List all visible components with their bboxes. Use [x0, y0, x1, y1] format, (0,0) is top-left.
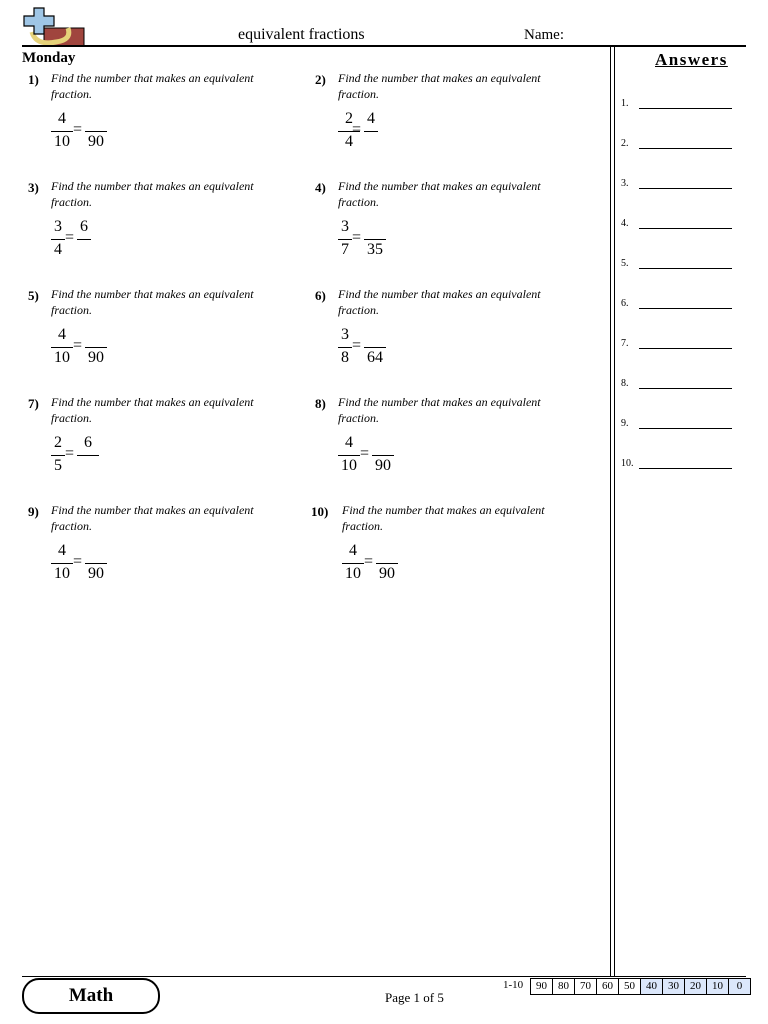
given-fraction	[338, 325, 352, 367]
denominator: 10	[345, 565, 361, 582]
target-fraction	[376, 541, 398, 583]
question-number: 9)	[28, 504, 39, 519]
day-label: Monday	[22, 50, 76, 66]
denominator: 35	[367, 241, 383, 258]
answer-slot-8	[621, 378, 733, 398]
name-label: Name:	[524, 27, 564, 43]
target-fraction	[364, 325, 386, 367]
denominator: 90	[88, 133, 104, 150]
target-fraction	[85, 325, 107, 367]
equation	[342, 541, 462, 583]
question-number: 1)	[28, 72, 39, 87]
denominator: 7	[341, 241, 349, 258]
question-number: 10)	[311, 504, 329, 519]
numerator: 4	[345, 434, 353, 451]
equation	[51, 217, 171, 259]
subject-badge: Math	[22, 978, 160, 1014]
score-cell: 30	[662, 978, 685, 995]
question-instruction: Find the number that makes an equivalent fraction.	[338, 287, 541, 317]
question-instruction: Find the number that makes an equivalent fraction.	[338, 179, 541, 209]
header-divider	[22, 45, 746, 47]
target-fraction	[77, 433, 99, 475]
equation	[51, 325, 171, 367]
question-instruction: Find the number that makes an equivalent fraction.	[51, 395, 254, 425]
question-number: 5)	[28, 288, 39, 303]
equals-sign: =	[65, 445, 75, 462]
denominator: 90	[88, 349, 104, 366]
answer-number: 6.	[621, 298, 629, 309]
question-number: 8)	[315, 396, 326, 411]
denominator: 90	[375, 457, 391, 474]
answer-line	[639, 428, 732, 429]
denominator: 90	[88, 565, 104, 582]
equation	[51, 541, 171, 583]
equals-sign: =	[364, 553, 374, 570]
numerator	[372, 433, 394, 453]
question-number: 6)	[315, 288, 326, 303]
numerator	[85, 109, 107, 129]
given-fraction	[342, 541, 364, 583]
question-7	[28, 394, 288, 494]
numerator: 4	[58, 110, 66, 127]
question-10	[311, 502, 571, 602]
answer-number: 4.	[621, 218, 629, 229]
answer-line	[639, 388, 732, 389]
answer-number: 3.	[621, 178, 629, 189]
score-cell: 80	[552, 978, 575, 995]
given-fraction	[338, 217, 352, 259]
numerator	[364, 325, 386, 345]
worksheet-title: equivalent fractions	[238, 26, 365, 43]
question-instruction: Find the number that makes an equivalent fraction.	[51, 287, 254, 317]
denominator	[77, 240, 91, 260]
target-fraction	[364, 217, 386, 259]
answer-line	[639, 228, 732, 229]
question-9	[28, 502, 288, 602]
question-4	[315, 178, 575, 278]
target-fraction	[85, 541, 107, 583]
denominator: 8	[341, 349, 349, 366]
numerator: 3	[341, 218, 349, 235]
answer-line	[639, 268, 732, 269]
answer-number: 2.	[621, 138, 629, 149]
denominator: 64	[367, 349, 383, 366]
numerator	[364, 217, 386, 237]
target-fraction	[372, 433, 394, 475]
score-cell: 40	[640, 978, 663, 995]
denominator: 10	[54, 565, 70, 582]
question-instruction: Find the number that makes an equivalent fraction.	[342, 503, 545, 533]
numerator: 6	[80, 218, 88, 235]
equals-sign: =	[65, 229, 75, 246]
equation	[338, 217, 458, 259]
answer-slot-10	[621, 458, 733, 478]
numerator	[376, 541, 398, 561]
denominator: 10	[341, 457, 357, 474]
numerator: 6	[84, 434, 92, 451]
answer-number: 8.	[621, 378, 629, 389]
question-number: 2)	[315, 72, 326, 87]
question-number: 3)	[28, 180, 39, 195]
numerator: 3	[341, 326, 349, 343]
answer-slot-1	[621, 98, 733, 118]
target-fraction	[364, 109, 378, 151]
given-fraction	[51, 109, 73, 151]
answer-slot-9	[621, 418, 733, 438]
numerator: 4	[367, 110, 375, 127]
score-cell: 20	[684, 978, 707, 995]
answer-slot-6	[621, 298, 733, 318]
question-2	[315, 70, 575, 170]
equals-sign: =	[73, 553, 83, 570]
answer-line	[639, 468, 732, 469]
score-cell: 90	[530, 978, 553, 995]
score-cell: 70	[574, 978, 597, 995]
answer-slot-2	[621, 138, 733, 158]
equals-sign: =	[73, 121, 83, 138]
answer-slot-7	[621, 338, 733, 358]
target-fraction	[85, 109, 107, 151]
question-8	[315, 394, 575, 494]
equation	[338, 433, 458, 475]
question-5	[28, 286, 288, 386]
given-fraction	[51, 325, 73, 367]
denominator: 90	[379, 565, 395, 582]
question-1	[28, 70, 288, 170]
equals-sign: =	[73, 337, 83, 354]
given-fraction	[51, 433, 65, 475]
footer-divider	[22, 976, 746, 977]
numerator: 2	[345, 110, 353, 127]
equals-sign: =	[352, 121, 362, 138]
denominator: 4	[54, 241, 62, 258]
question-instruction: Find the number that makes an equivalent fraction.	[51, 503, 254, 533]
answer-number: 9.	[621, 418, 629, 429]
question-instruction: Find the number that makes an equivalent fraction.	[338, 71, 541, 101]
answer-slot-4	[621, 218, 733, 238]
question-number: 7)	[28, 396, 39, 411]
question-number: 4)	[315, 180, 326, 195]
equation	[51, 433, 171, 475]
question-6	[315, 286, 575, 386]
answer-line	[639, 108, 732, 109]
answer-line	[639, 148, 732, 149]
answer-slot-5	[621, 258, 733, 278]
equals-sign: =	[352, 337, 362, 354]
given-fraction	[51, 217, 65, 259]
numerator	[85, 325, 107, 345]
answer-slot-3	[621, 178, 733, 198]
question-instruction: Find the number that makes an equivalent fraction.	[51, 71, 254, 101]
score-cell: 0	[728, 978, 751, 995]
question-3	[28, 178, 288, 278]
answers-title: Answers	[655, 50, 728, 69]
numerator	[85, 541, 107, 561]
denominator: 5	[54, 457, 62, 474]
answer-number: 10.	[621, 458, 634, 469]
answer-number: 1.	[621, 98, 629, 109]
equals-sign: =	[352, 229, 362, 246]
score-table	[531, 978, 751, 995]
numerator: 2	[54, 434, 62, 451]
equation	[338, 109, 458, 151]
answer-line	[639, 308, 732, 309]
question-instruction: Find the number that makes an equivalent fraction.	[51, 179, 254, 209]
given-fraction	[338, 433, 360, 475]
score-range-label: 1-10	[503, 979, 524, 991]
numerator: 4	[58, 542, 66, 559]
denominator: 10	[54, 133, 70, 150]
numerator: 4	[58, 326, 66, 343]
page-number: Page 1 of 5	[385, 990, 444, 1005]
target-fraction	[77, 217, 91, 259]
answer-column-divider	[610, 47, 615, 977]
answer-line	[639, 188, 732, 189]
answer-number: 7.	[621, 338, 629, 349]
answer-line	[639, 348, 732, 349]
equals-sign: =	[360, 445, 370, 462]
score-cell: 60	[596, 978, 619, 995]
given-fraction	[51, 541, 73, 583]
numerator: 4	[349, 542, 357, 559]
denominator	[77, 456, 99, 476]
answer-number: 5.	[621, 258, 629, 269]
score-cell: 10	[706, 978, 729, 995]
equation	[338, 325, 458, 367]
question-instruction: Find the number that makes an equivalent fraction.	[338, 395, 541, 425]
score-cell: 50	[618, 978, 641, 995]
equation	[51, 109, 171, 151]
denominator: 10	[54, 349, 70, 366]
numerator: 3	[54, 218, 62, 235]
denominator: 4	[345, 133, 353, 150]
worksheet-logo-icon	[22, 6, 86, 48]
denominator	[364, 132, 378, 152]
